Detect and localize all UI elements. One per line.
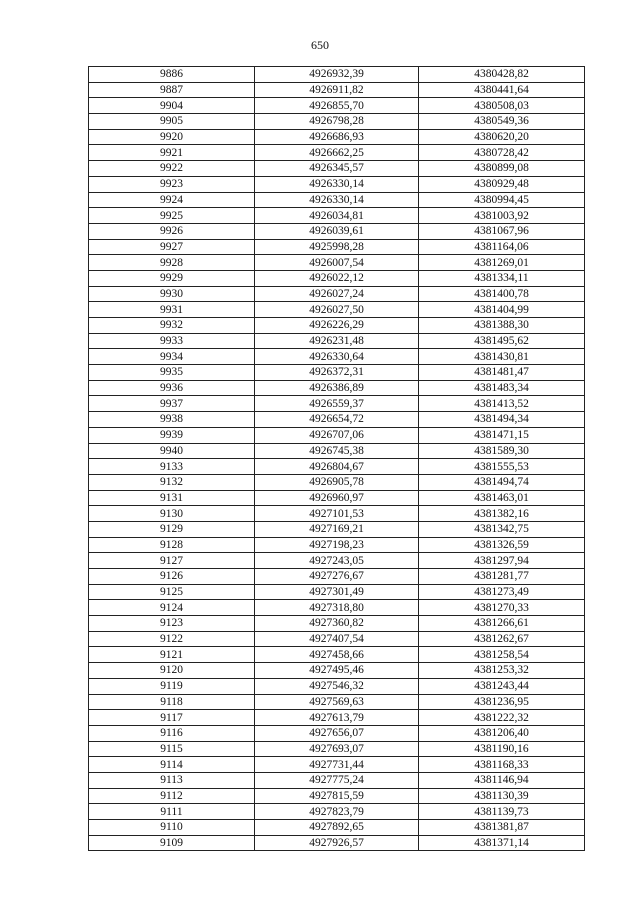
x-coordinate-cell: 4927360,82 xyxy=(255,616,419,632)
point-number-cell: 9132 xyxy=(89,474,255,490)
y-coordinate-cell: 4381326,59 xyxy=(419,537,585,553)
table-row xyxy=(89,521,585,537)
table-row xyxy=(89,365,585,381)
y-coordinate-cell: 4381481,47 xyxy=(419,365,585,381)
x-coordinate-cell: 4927276,67 xyxy=(255,569,419,585)
y-coordinate-cell: 4381168,33 xyxy=(419,757,585,773)
point-number-cell: 9933 xyxy=(89,333,255,349)
table-row xyxy=(89,694,585,710)
table-row xyxy=(89,537,585,553)
x-coordinate-cell: 4926855,70 xyxy=(255,98,419,114)
point-number-cell: 9923 xyxy=(89,176,255,192)
x-coordinate-cell: 4927169,21 xyxy=(255,521,419,537)
point-number-cell: 9123 xyxy=(89,616,255,632)
x-coordinate-cell: 4927243,05 xyxy=(255,553,419,569)
x-coordinate-cell: 4927407,54 xyxy=(255,631,419,647)
y-coordinate-cell: 4380728,42 xyxy=(419,145,585,161)
table-row xyxy=(89,725,585,741)
table-row xyxy=(89,443,585,459)
x-coordinate-cell: 4926662,25 xyxy=(255,145,419,161)
point-number-cell: 9133 xyxy=(89,459,255,475)
point-number-cell: 9124 xyxy=(89,600,255,616)
table-row xyxy=(89,427,585,443)
y-coordinate-cell: 4381253,32 xyxy=(419,663,585,679)
page-number: 650 xyxy=(311,38,329,52)
x-coordinate-cell: 4927495,46 xyxy=(255,663,419,679)
y-coordinate-cell: 4381463,01 xyxy=(419,490,585,506)
point-number-cell: 9935 xyxy=(89,365,255,381)
point-number-cell: 9118 xyxy=(89,694,255,710)
point-number-cell: 9125 xyxy=(89,584,255,600)
x-coordinate-cell: 4925998,28 xyxy=(255,239,419,255)
y-coordinate-cell: 4381262,67 xyxy=(419,631,585,647)
y-coordinate-cell: 4381430,81 xyxy=(419,349,585,365)
table-row xyxy=(89,772,585,788)
point-number-cell: 9126 xyxy=(89,569,255,585)
point-number-cell: 9887 xyxy=(89,82,255,98)
x-coordinate-cell: 4926798,28 xyxy=(255,114,419,130)
x-coordinate-cell: 4926231,48 xyxy=(255,333,419,349)
point-number-cell: 9939 xyxy=(89,427,255,443)
table-row xyxy=(89,459,585,475)
table-row xyxy=(89,474,585,490)
x-coordinate-cell: 4927318,80 xyxy=(255,600,419,616)
x-coordinate-cell: 4927613,79 xyxy=(255,710,419,726)
point-number-cell: 9117 xyxy=(89,710,255,726)
table-row xyxy=(89,616,585,632)
point-number-cell: 9129 xyxy=(89,521,255,537)
point-number-cell: 9928 xyxy=(89,255,255,271)
point-number-cell: 9128 xyxy=(89,537,255,553)
x-coordinate-cell: 4926039,61 xyxy=(255,223,419,239)
table-row xyxy=(89,176,585,192)
x-coordinate-cell: 4926027,24 xyxy=(255,286,419,302)
table-row xyxy=(89,98,585,114)
x-coordinate-cell: 4926330,14 xyxy=(255,176,419,192)
coordinates-table xyxy=(88,66,585,851)
x-coordinate-cell: 4926330,14 xyxy=(255,192,419,208)
table-row xyxy=(89,145,585,161)
point-number-cell: 9113 xyxy=(89,772,255,788)
point-number-cell: 9937 xyxy=(89,396,255,412)
x-coordinate-cell: 4926007,54 xyxy=(255,255,419,271)
point-number-cell: 9886 xyxy=(89,67,255,83)
x-coordinate-cell: 4927693,07 xyxy=(255,741,419,757)
table-row xyxy=(89,114,585,130)
point-number-cell: 9111 xyxy=(89,804,255,820)
y-coordinate-cell: 4380994,45 xyxy=(419,192,585,208)
y-coordinate-cell: 4381483,34 xyxy=(419,380,585,396)
x-coordinate-cell: 4926345,57 xyxy=(255,161,419,177)
y-coordinate-cell: 4381266,61 xyxy=(419,616,585,632)
point-number-cell: 9926 xyxy=(89,223,255,239)
y-coordinate-cell: 4380508,03 xyxy=(419,98,585,114)
x-coordinate-cell: 4927101,53 xyxy=(255,506,419,522)
table-row xyxy=(89,380,585,396)
y-coordinate-cell: 4381404,99 xyxy=(419,302,585,318)
point-number-cell: 9120 xyxy=(89,663,255,679)
x-coordinate-cell: 4927458,66 xyxy=(255,647,419,663)
point-number-cell: 9920 xyxy=(89,129,255,145)
x-coordinate-cell: 4926932,39 xyxy=(255,67,419,83)
x-coordinate-cell: 4927198,23 xyxy=(255,537,419,553)
y-coordinate-cell: 4381146,94 xyxy=(419,772,585,788)
y-coordinate-cell: 4381381,87 xyxy=(419,820,585,836)
point-number-cell: 9122 xyxy=(89,631,255,647)
x-coordinate-cell: 4926905,78 xyxy=(255,474,419,490)
y-coordinate-cell: 4380899,08 xyxy=(419,161,585,177)
table-row xyxy=(89,600,585,616)
point-number-cell: 9921 xyxy=(89,145,255,161)
y-coordinate-cell: 4381258,54 xyxy=(419,647,585,663)
table-row xyxy=(89,412,585,428)
y-coordinate-cell: 4381334,11 xyxy=(419,270,585,286)
x-coordinate-cell: 4927892,65 xyxy=(255,820,419,836)
y-coordinate-cell: 4380441,64 xyxy=(419,82,585,98)
x-coordinate-cell: 4926372,31 xyxy=(255,365,419,381)
point-number-cell: 9114 xyxy=(89,757,255,773)
table-row xyxy=(89,318,585,334)
table-row xyxy=(89,396,585,412)
y-coordinate-cell: 4381236,95 xyxy=(419,694,585,710)
x-coordinate-cell: 4926707,06 xyxy=(255,427,419,443)
y-coordinate-cell: 4381067,96 xyxy=(419,223,585,239)
table-row xyxy=(89,569,585,585)
x-coordinate-cell: 4927569,63 xyxy=(255,694,419,710)
point-number-cell: 9924 xyxy=(89,192,255,208)
x-coordinate-cell: 4927823,79 xyxy=(255,804,419,820)
y-coordinate-cell: 4380929,48 xyxy=(419,176,585,192)
table-row xyxy=(89,192,585,208)
x-coordinate-cell: 4927546,32 xyxy=(255,678,419,694)
point-number-cell: 9115 xyxy=(89,741,255,757)
x-coordinate-cell: 4927926,57 xyxy=(255,835,419,851)
point-number-cell: 9930 xyxy=(89,286,255,302)
table-row xyxy=(89,584,585,600)
point-number-cell: 9927 xyxy=(89,239,255,255)
table-row xyxy=(89,804,585,820)
point-number-cell: 9127 xyxy=(89,553,255,569)
y-coordinate-cell: 4381281,77 xyxy=(419,569,585,585)
y-coordinate-cell: 4380549,36 xyxy=(419,114,585,130)
x-coordinate-cell: 4926960,97 xyxy=(255,490,419,506)
y-coordinate-cell: 4381413,52 xyxy=(419,396,585,412)
table-row xyxy=(89,678,585,694)
point-number-cell: 9905 xyxy=(89,114,255,130)
x-coordinate-cell: 4926804,67 xyxy=(255,459,419,475)
table-row xyxy=(89,349,585,365)
table-row xyxy=(89,788,585,804)
x-coordinate-cell: 4927815,59 xyxy=(255,788,419,804)
y-coordinate-cell: 4381130,39 xyxy=(419,788,585,804)
x-coordinate-cell: 4926745,38 xyxy=(255,443,419,459)
table-row xyxy=(89,82,585,98)
y-coordinate-cell: 4380620,20 xyxy=(419,129,585,145)
point-number-cell: 9131 xyxy=(89,490,255,506)
x-coordinate-cell: 4926911,82 xyxy=(255,82,419,98)
table-row xyxy=(89,333,585,349)
y-coordinate-cell: 4381273,49 xyxy=(419,584,585,600)
table-row xyxy=(89,663,585,679)
point-number-cell: 9119 xyxy=(89,678,255,694)
point-number-cell: 9934 xyxy=(89,349,255,365)
point-number-cell: 9931 xyxy=(89,302,255,318)
table-row xyxy=(89,239,585,255)
x-coordinate-cell: 4926226,29 xyxy=(255,318,419,334)
x-coordinate-cell: 4926034,81 xyxy=(255,208,419,224)
table-row xyxy=(89,741,585,757)
x-coordinate-cell: 4927731,44 xyxy=(255,757,419,773)
table-row xyxy=(89,67,585,83)
x-coordinate-cell: 4927656,07 xyxy=(255,725,419,741)
x-coordinate-cell: 4926386,89 xyxy=(255,380,419,396)
y-coordinate-cell: 4381003,92 xyxy=(419,208,585,224)
table-row xyxy=(89,631,585,647)
table-row xyxy=(89,255,585,271)
y-coordinate-cell: 4381495,62 xyxy=(419,333,585,349)
y-coordinate-cell: 4381555,53 xyxy=(419,459,585,475)
table-row xyxy=(89,820,585,836)
point-number-cell: 9922 xyxy=(89,161,255,177)
table-row xyxy=(89,270,585,286)
x-coordinate-cell: 4926330,64 xyxy=(255,349,419,365)
table-row xyxy=(89,835,585,851)
point-number-cell: 9121 xyxy=(89,647,255,663)
coordinates-table-body xyxy=(89,67,585,851)
x-coordinate-cell: 4926686,93 xyxy=(255,129,419,145)
point-number-cell: 9110 xyxy=(89,820,255,836)
y-coordinate-cell: 4381494,74 xyxy=(419,474,585,490)
y-coordinate-cell: 4381471,15 xyxy=(419,427,585,443)
y-coordinate-cell: 4381164,06 xyxy=(419,239,585,255)
y-coordinate-cell: 4381382,16 xyxy=(419,506,585,522)
point-number-cell: 9112 xyxy=(89,788,255,804)
x-coordinate-cell: 4926559,37 xyxy=(255,396,419,412)
y-coordinate-cell: 4381371,14 xyxy=(419,835,585,851)
y-coordinate-cell: 4381589,30 xyxy=(419,443,585,459)
point-number-cell: 9936 xyxy=(89,380,255,396)
table-row xyxy=(89,223,585,239)
table-row xyxy=(89,302,585,318)
x-coordinate-cell: 4927775,24 xyxy=(255,772,419,788)
table-row xyxy=(89,490,585,506)
y-coordinate-cell: 4381222,32 xyxy=(419,710,585,726)
table-row xyxy=(89,286,585,302)
x-coordinate-cell: 4926027,50 xyxy=(255,302,419,318)
point-number-cell: 9130 xyxy=(89,506,255,522)
x-coordinate-cell: 4926022,12 xyxy=(255,270,419,286)
table-row xyxy=(89,647,585,663)
point-number-cell: 9940 xyxy=(89,443,255,459)
y-coordinate-cell: 4381270,33 xyxy=(419,600,585,616)
table-row xyxy=(89,710,585,726)
table-row xyxy=(89,757,585,773)
point-number-cell: 9904 xyxy=(89,98,255,114)
y-coordinate-cell: 4381206,40 xyxy=(419,725,585,741)
table-row xyxy=(89,506,585,522)
y-coordinate-cell: 4381297,94 xyxy=(419,553,585,569)
point-number-cell: 9925 xyxy=(89,208,255,224)
y-coordinate-cell: 4381388,30 xyxy=(419,318,585,334)
y-coordinate-cell: 4381190,16 xyxy=(419,741,585,757)
y-coordinate-cell: 4381400,78 xyxy=(419,286,585,302)
y-coordinate-cell: 4380428,82 xyxy=(419,67,585,83)
y-coordinate-cell: 4381269,01 xyxy=(419,255,585,271)
point-number-cell: 9929 xyxy=(89,270,255,286)
x-coordinate-cell: 4927301,49 xyxy=(255,584,419,600)
table-row xyxy=(89,161,585,177)
y-coordinate-cell: 4381342,75 xyxy=(419,521,585,537)
table-row xyxy=(89,208,585,224)
table-row xyxy=(89,553,585,569)
point-number-cell: 9938 xyxy=(89,412,255,428)
x-coordinate-cell: 4926654,72 xyxy=(255,412,419,428)
y-coordinate-cell: 4381139,73 xyxy=(419,804,585,820)
table-row xyxy=(89,129,585,145)
y-coordinate-cell: 4381243,44 xyxy=(419,678,585,694)
point-number-cell: 9116 xyxy=(89,725,255,741)
point-number-cell: 9109 xyxy=(89,835,255,851)
y-coordinate-cell: 4381494,34 xyxy=(419,412,585,428)
point-number-cell: 9932 xyxy=(89,318,255,334)
